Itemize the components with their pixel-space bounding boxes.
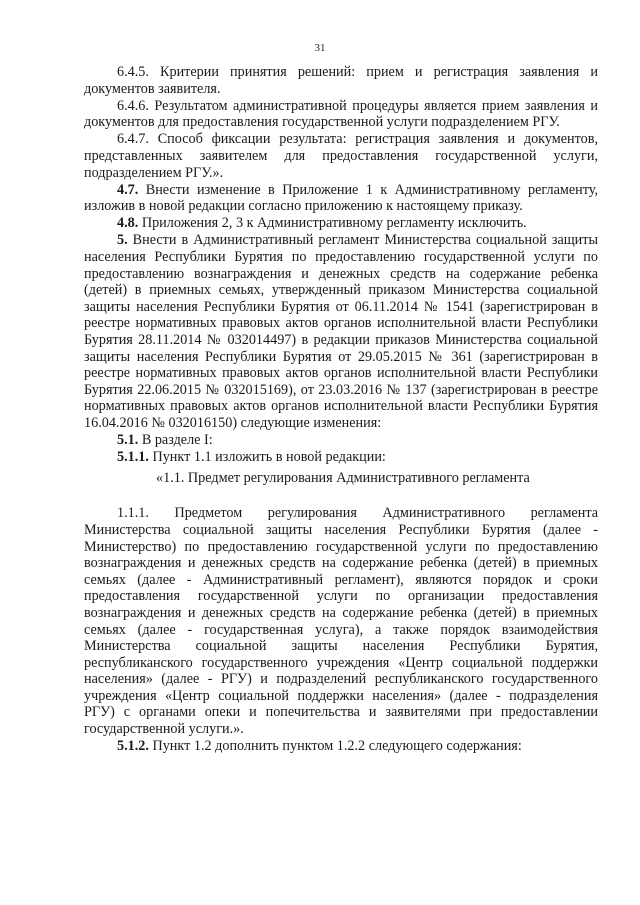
paragraph-5-1 — [84, 432, 598, 449]
paragraph-text: «1.1. Предмет регулирования Административного регламента — [156, 469, 530, 486]
paragraph-6-4-7 — [84, 131, 598, 181]
paragraph-6-4-5 — [84, 64, 598, 97]
paragraph-text: 6.4.6. Результатом административной процедуры является прием заявления и документов для предоставления государственной услуги подразделением РГУ. — [84, 97, 598, 131]
paragraph-number: 4.7. — [117, 181, 139, 198]
paragraph-number: 5.1.1. — [117, 449, 149, 466]
paragraph-text: Внести в Административный регламент Министерства социальной защиты населения Республики Бурятия по предоставлению государственной услуги по предоставлению вознаграждения и денежных средств на содержание ребенка (детей) в приемных семьях, утвержденный приказом Министерства социальной защиты населения Республики Бурятия от 06.11.2014 № 1541 (зарегистрирован в реестре нормативных правовых актов органов исполнительной власти Республики Бурятия 28.11.2014 № 032014497) в редакции приказов Министерства социальной защиты населения Республики Бурятия от 29.05.2015 № 361 (зарегистрирован в реестре нормативных правовых актов органов исполнительной власти Республики Бурятия 22.06.2015 № 032015169), от 23.03.2016 № 137 (зарегистрирован в реестре нормативных правовых актов органов исполнительной власти Республики Бурятия 16.04.2016 № 032016150) следующие изменения: — [84, 232, 598, 431]
paragraph-text: Приложения 2, 3 к Административному регламенту исключить. — [138, 215, 527, 232]
paragraph-number: 4.8. — [117, 215, 139, 232]
document-body — [84, 64, 598, 755]
paragraph-text: 1.1.1. Предметом регулирования Административного регламента Министерства социальной защиты населения Республики Бурятия (далее - Министерство) по предоставлению государственной услуги по предоставлению вознаграждения и денежных средств на содержание ребенка (детей) в приемных семьях (далее - Административный регламент), являются порядок и сроки предоставления государственной услуги по организации предоставления вознаграждения и денежных средств на содержание ребенка (детей) в приемных семьях (далее - государственная услуга), а также порядок взаимодействия Министерства социальной защиты населения Республики Бурятия, республиканского государственного учреждения «Центр социальной поддержки населения» (далее - РГУ) и подразделений республиканского государственного учреждения «Центр социальной поддержки населения» (далее - подразделения РГУ) с органами опеки и попечительства и заявителями при предоставлении государственной услуги.». — [84, 505, 598, 738]
paragraph-text: 6.4.5. Критерии принятия решений: прием и регистрация заявления и документов заявителя. — [84, 64, 598, 97]
paragraph-text: В разделе I: — [138, 432, 213, 449]
paragraph-number: 5.1.2. — [117, 738, 149, 755]
paragraph-number: 5.1. — [117, 432, 139, 449]
paragraph-text: Пункт 1.2 дополнить пунктом 1.2.2 следующего содержания: — [148, 738, 522, 755]
paragraph-6-4-6 — [84, 98, 598, 131]
section-heading-1-1 — [84, 470, 598, 487]
paragraph-4-7 — [84, 182, 598, 215]
paragraph-text: 6.4.7. Способ фиксации результата: регистрация заявления и документов, представленных заявителем для предоставления государственной услуги, подразделением РГУ.». — [84, 131, 598, 181]
paragraph-5-1-1 — [84, 449, 598, 466]
paragraph-number: 5. — [117, 232, 128, 249]
paragraph-5-1-2 — [84, 738, 598, 755]
paragraph-4-8 — [84, 215, 598, 232]
paragraph-1-1-1 — [84, 505, 598, 737]
page-number: 31 — [314, 42, 326, 54]
paragraph-text: Внести изменение в Приложение 1 к Административному регламенту, изложив в новой редакции согласно приложению к настоящему приказу. — [84, 181, 598, 215]
paragraph-text: Пункт 1.1 изложить в новой редакции: — [148, 449, 386, 466]
paragraph-5 — [84, 232, 598, 431]
